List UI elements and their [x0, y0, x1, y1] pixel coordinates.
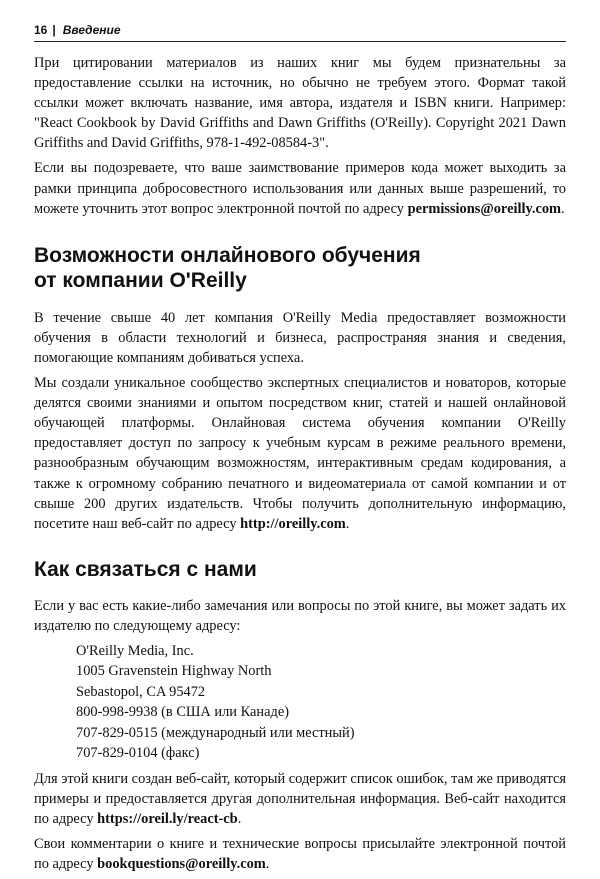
permissions-text: Если вы подозреваете, что ваше заимствование примеров кода может выходить за рамки принципа добросовестного использования или данных выше разрешений, то можете уточнить этот вопрос электронной почтой по адресу [34, 160, 566, 217]
citation-paragraph: При цитировании материалов из наших книг мы будем признательны за предоставление ссылки на источник, но обычно не требуем этого. Формат такой ссылки может включать название, имя автора, издателя и ISBN книги. Например: "React Cookbook by David Griffiths and Dawn Griffiths (O'Reilly). Copyright 2021 Dawn Griffiths and David Griffiths, 978-1-492-08584-3". [34, 55, 566, 152]
learning-paragraph-2-text: Мы создали уникальное сообщество экспертных специалистов и новаторов, которые делятся своими знаниями и опытом посредством книг, статей и нашей онлайновой обучающей платформы. Онлайновая система обучения компании O'Reilly предоставляет доступ по запросу к учебным курсам в режиме реального времени, разнообразным обучающим возможностям, интерактивным средам кодирования, а также к огромному собранию печатного и видеоматериала от самой компании и от свыше 200 других издательств. Чтобы получить дополнительную информацию, посетите наш веб-сайт по адресу [34, 375, 566, 532]
learning-heading-line2: от компании O'Reilly [34, 268, 247, 292]
contact-intro: Если у вас есть какие-либо замечания или вопросы по этой книге, вы может задать их издателю по следующему адресу: [34, 597, 566, 634]
chapter-title: Введение [62, 23, 121, 37]
address-line: 800-998-9938 (в США или Канаде) [76, 704, 289, 721]
page-body [34, 53, 566, 879]
header-separator: | [52, 23, 56, 37]
comments-end: . [265, 856, 270, 873]
oreilly-url: http://oreilly.com [240, 515, 346, 532]
page-number: 16 [34, 23, 48, 37]
comments-paragraph [34, 834, 566, 874]
publisher-address [76, 641, 566, 764]
address-line: 707-829-0515 (международный или местный) [76, 724, 355, 741]
permissions-end: . [561, 200, 565, 217]
header-rule [34, 41, 566, 42]
address-line: 707-829-0104 (факс) [76, 745, 200, 762]
website-paragraph [34, 769, 566, 829]
learning-paragraph-2 [34, 373, 566, 534]
contact-heading: Как связаться с нами [34, 557, 257, 581]
learning-heading-line1: Возможности онлайнового обучения [34, 243, 421, 267]
website-end: . [237, 811, 242, 828]
learning-paragraph-1: В течение свыше 40 лет компания O'Reilly Media предоставляет возможности обучения в области технологий и бизнеса, распространяя знания и сведения, помогающие компаниям добиваться успеха. [34, 309, 566, 366]
address-line: 1005 Gravenstein Highway North [76, 663, 272, 680]
comments-text: Свои комментарии о книге и технические вопросы присылайте электронной почтой по адресу [34, 836, 566, 873]
learning-heading [34, 243, 566, 293]
permissions-email: permissions@oreilly.com [407, 200, 562, 217]
website-text: Для этой книги создан веб-сайт, который содержит список ошибок, там же приводятся примеры и предоставляется другая дополнительная информация. Веб-сайт находится по адресу [34, 770, 566, 828]
website-url: https://oreil.ly/react-cb [97, 811, 238, 828]
running-head [34, 22, 566, 38]
permissions-paragraph [34, 158, 566, 218]
comments-email: bookquestions@oreilly.com [97, 856, 266, 873]
address-line: Sebastopol, CA 95472 [76, 683, 206, 700]
address-line: O'Reilly Media, Inc. [76, 642, 194, 659]
learning-paragraph-2-end: . [345, 515, 350, 532]
